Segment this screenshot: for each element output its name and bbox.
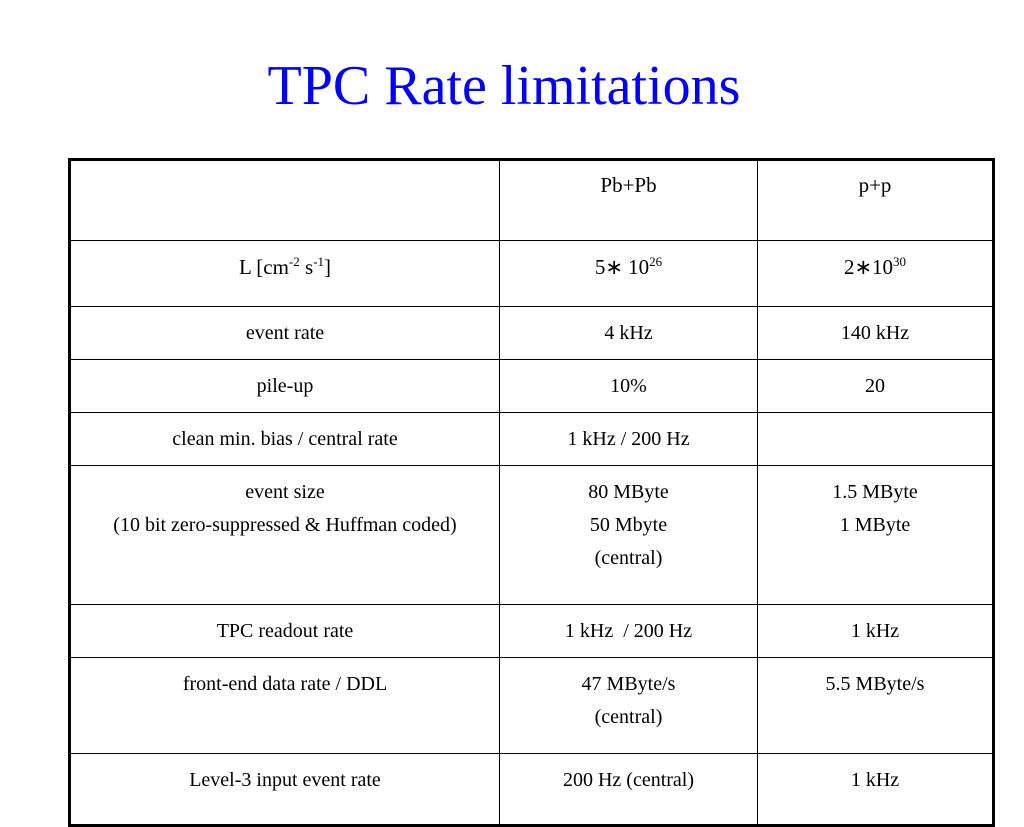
front-end-pbpb-line2: (central) (594, 706, 663, 728)
header-cell-pbpb: Pb+Pb (500, 160, 758, 241)
clean-min-bias-label: clean min. bias / central rate (70, 413, 500, 466)
tpc-readout-pbpb: 1 kHz / 200 Hz (500, 605, 758, 658)
luminosity-pp: $2∗10^{30}$ (758, 241, 994, 307)
pile-up-pbpb: 10% (500, 360, 758, 413)
event-size-pbpb-line2: 50 Mbyte (589, 514, 668, 536)
event-size-label (70, 466, 500, 605)
slide-title: TPC Rate limitations (267, 55, 741, 117)
pile-up-label: pile-up (70, 360, 500, 413)
header-cell-empty (70, 160, 500, 241)
front-end-pp: 5.5 MByte/s (758, 658, 994, 754)
table-row-clean-min-bias (70, 413, 994, 466)
event-size-pp (758, 466, 994, 605)
event-rate-label: event rate (70, 307, 500, 360)
table-row-tpc-readout (70, 605, 994, 658)
table-row-level3 (70, 754, 994, 826)
event-size-pbpb-line3: (central) (594, 547, 663, 569)
event-size-pp-line2: 1 MByte (839, 514, 911, 536)
level3-pbpb: 200 Hz (central) (500, 754, 758, 826)
header-cell-pp: p+p (758, 160, 994, 241)
event-size-pbpb-line1: 80 MByte (588, 481, 669, 503)
table-row-pile-up (70, 360, 994, 413)
clean-min-bias-pp (758, 413, 994, 466)
clean-min-bias-pbpb: 1 kHz / 200 Hz (500, 413, 758, 466)
luminosity-label: L [$cm^{-2}$ $s^{-1}$] (70, 241, 500, 307)
table-row-front-end (70, 658, 994, 754)
event-size-label-line1: event size (245, 481, 325, 503)
tpc-readout-pp: 1 kHz (758, 605, 994, 658)
event-size-pbpb (500, 466, 758, 605)
table-header-row (70, 160, 994, 241)
event-rate-pp: 140 kHz (758, 307, 994, 360)
table-row-event-size (70, 466, 994, 605)
pile-up-pp: 20 (758, 360, 994, 413)
front-end-pbpb-line1: 47 MByte/s (581, 673, 676, 695)
table-row-luminosity (70, 241, 994, 307)
front-end-label: front-end data rate / DDL (70, 658, 500, 754)
front-end-pbpb (500, 658, 758, 754)
level3-pp: 1 kHz (758, 754, 994, 826)
level3-label: Level-3 input event rate (70, 754, 500, 826)
event-size-pp-line1: 1.5 MByte (832, 481, 918, 503)
tpc-readout-label: TPC readout rate (70, 605, 500, 658)
rate-limitations-table (68, 158, 995, 827)
rate-table-container (68, 158, 992, 798)
event-rate-pbpb: 4 kHz (500, 307, 758, 360)
event-size-label-line2: (10 bit zero-suppressed & Huffman coded) (113, 514, 457, 536)
luminosity-pbpb: 5∗ $10^{26}$ (500, 241, 758, 307)
table-row-event-rate (70, 307, 994, 360)
